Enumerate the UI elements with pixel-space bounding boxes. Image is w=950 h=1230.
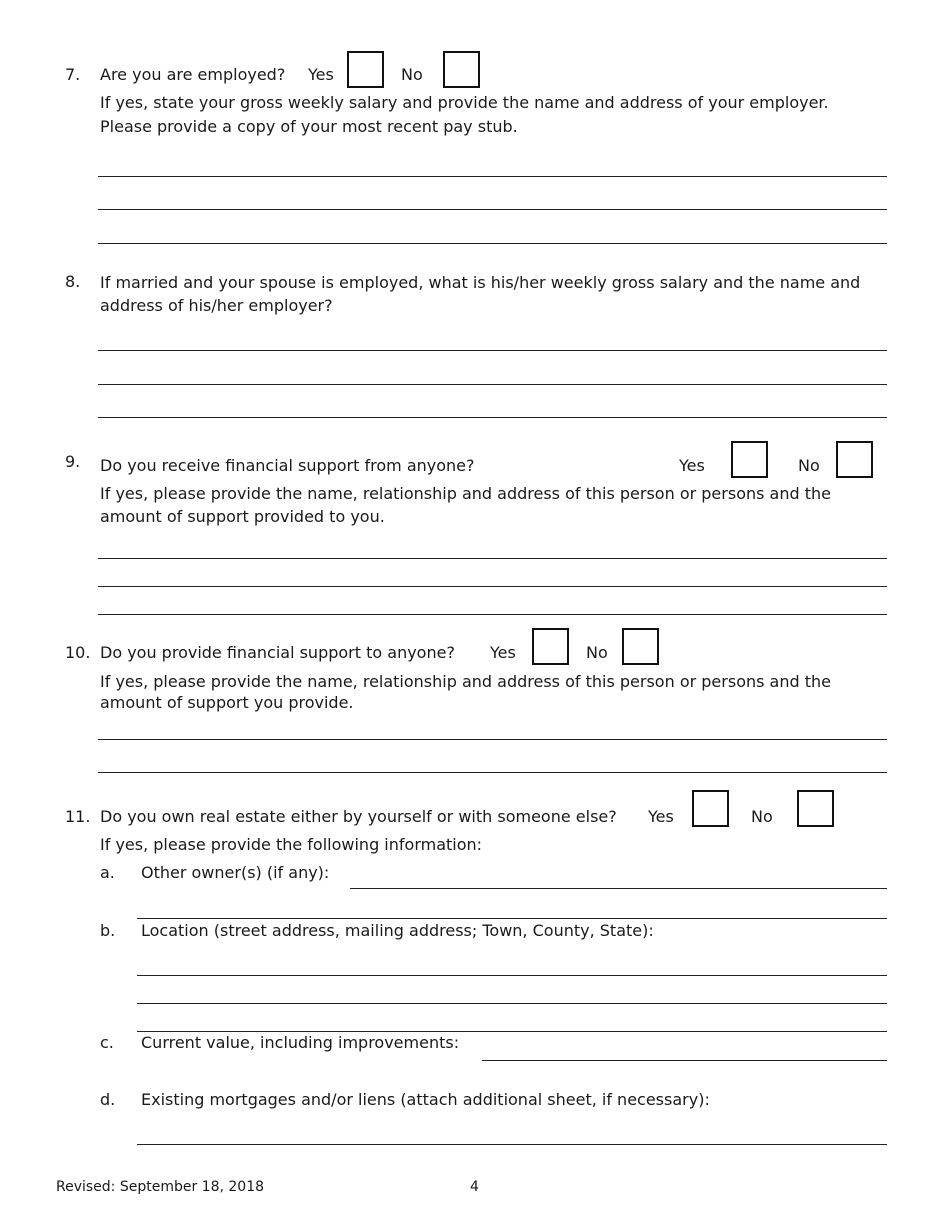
q8-answer-line-3[interactable] <box>98 417 887 418</box>
q11-b-answer-line-1[interactable] <box>137 975 887 976</box>
q9-instructions-line1: If yes, please provide the name, relationship and address of this person or persons and the <box>100 484 831 503</box>
q11-yes-checkbox[interactable] <box>692 790 729 827</box>
q11-b-answer-line-3[interactable] <box>137 1031 887 1032</box>
q11-no-label: No <box>751 807 773 826</box>
q9-yes-label: Yes <box>679 456 705 475</box>
q11-b-letter: b. <box>100 921 116 940</box>
q11-no-checkbox[interactable] <box>797 790 834 827</box>
q8-question-line1: If married and your spouse is employed, what is his/her weekly gross salary and the name and <box>100 273 861 292</box>
q11-a-letter: a. <box>100 863 115 882</box>
q11-b-label: Location (street address, mailing address; Town, County, State): <box>141 921 654 940</box>
q11-c-label: Current value, including improvements: <box>141 1033 460 1052</box>
q9-answer-line-2[interactable] <box>98 586 887 587</box>
q7-answer-line-1[interactable] <box>98 176 887 177</box>
q11-a-label: Other owner(s) (if any): <box>141 863 330 882</box>
q11-b-answer-line-2[interactable] <box>137 1003 887 1004</box>
q10-instructions-line2: amount of support you provide. <box>100 693 354 712</box>
q9-number: 9. <box>65 452 81 471</box>
q11-c-letter: c. <box>100 1033 114 1052</box>
q10-instructions-line1: If yes, please provide the name, relationship and address of this person or persons and the <box>100 672 831 691</box>
q8-question-line2: address of his/her employer? <box>100 296 333 315</box>
q11-d-letter: d. <box>100 1090 116 1109</box>
q11-d-answer-line[interactable] <box>137 1144 887 1145</box>
q10-question: Do you provide financial support to anyone? <box>100 643 455 662</box>
q7-no-label: No <box>401 65 423 84</box>
footer-page-number: 4 <box>470 1179 479 1195</box>
q7-yes-checkbox[interactable] <box>347 51 384 88</box>
q10-no-checkbox[interactable] <box>622 628 659 665</box>
q7-no-checkbox[interactable] <box>443 51 480 88</box>
q9-answer-line-3[interactable] <box>98 614 887 615</box>
q11-yes-label: Yes <box>648 807 674 826</box>
q7-instructions-line2: Please provide a copy of your most recent pay stub. <box>100 117 518 136</box>
q11-question: Do you own real estate either by yourself or with someone else? <box>100 807 617 826</box>
q9-yes-checkbox[interactable] <box>731 441 768 478</box>
q7-yes-label: Yes <box>308 65 334 84</box>
q9-no-checkbox[interactable] <box>836 441 873 478</box>
q7-answer-line-2[interactable] <box>98 209 887 210</box>
q11-d-label: Existing mortgages and/or liens (attach additional sheet, if necessary): <box>141 1090 710 1109</box>
q10-yes-checkbox[interactable] <box>532 628 569 665</box>
q9-answer-line-1[interactable] <box>98 558 887 559</box>
q10-yes-label: Yes <box>490 643 516 662</box>
q7-number: 7. <box>65 65 81 84</box>
q11-a-answer-line[interactable] <box>350 888 887 889</box>
q10-answer-line-2[interactable] <box>98 772 887 773</box>
q10-number: 10. <box>65 643 91 662</box>
q7-answer-line-3[interactable] <box>98 243 887 244</box>
q8-answer-line-2[interactable] <box>98 384 887 385</box>
q7-question: Are you are employed? <box>100 65 286 84</box>
q11-intro: If yes, please provide the following information: <box>100 835 483 854</box>
q9-question: Do you receive financial support from anyone? <box>100 456 475 475</box>
q11-a-answer-line-2[interactable] <box>137 918 887 919</box>
q9-no-label: No <box>798 456 820 475</box>
q10-no-label: No <box>586 643 608 662</box>
q9-instructions-line2: amount of support provided to you. <box>100 507 385 526</box>
q10-answer-line-1[interactable] <box>98 739 887 740</box>
q11-c-answer-line[interactable] <box>482 1060 887 1061</box>
q8-answer-line-1[interactable] <box>98 350 887 351</box>
q7-instructions-line1: If yes, state your gross weekly salary and provide the name and address of your employer. <box>100 93 829 112</box>
q11-number: 11. <box>65 807 91 826</box>
q8-number: 8. <box>65 272 81 291</box>
footer-revised-date: Revised: September 18, 2018 <box>56 1179 265 1195</box>
